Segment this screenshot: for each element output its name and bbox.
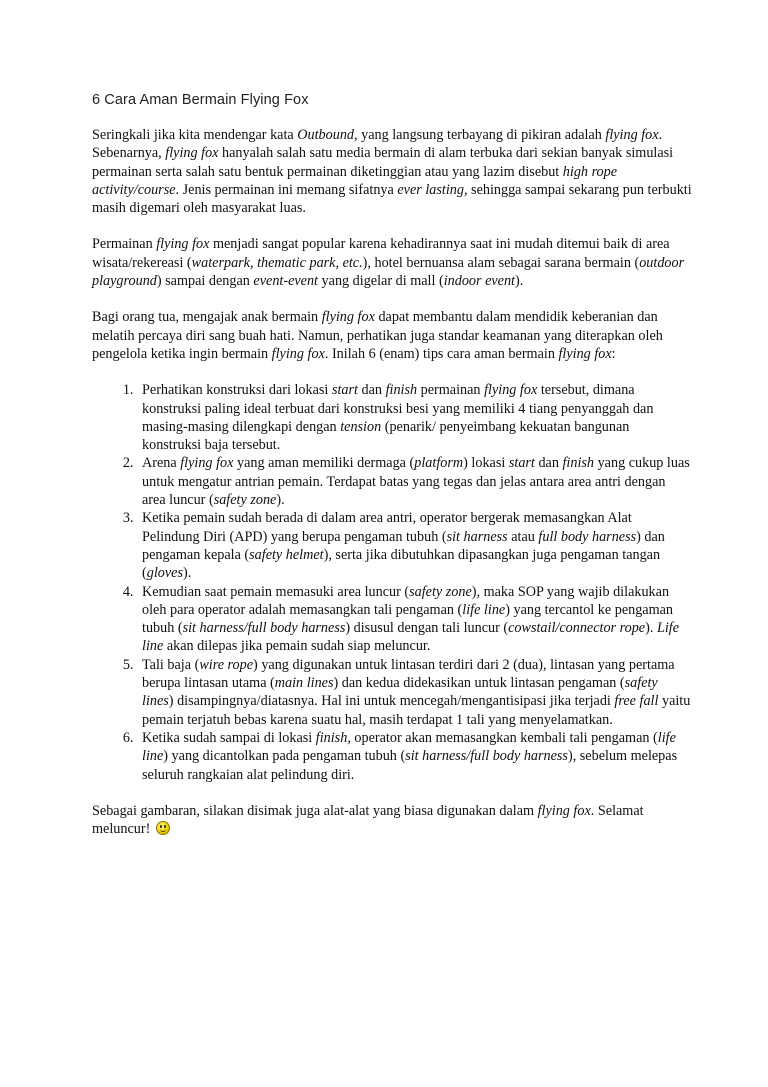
paragraph-intro: Seringkali jika kita mendengar kata Outbound, yang langsung terbayang di pikiran adalah flying fox. Sebenarnya, flying fox hanyalah salah satu media bermain di alam terbuka dari sekian banyak simulasi permainan serta salah satu bentuk permainan diketinggian atau yang lazim disebut high rope activity/course. Jenis permainan ini memang sifatnya ever lasting, sehingga sampai sekarang pun terbukti masih digemari oleh masyarakat luas. [92,127,692,217]
list-item: 3. Ketika pemain sudah berada di dalam area antri, operator bergerak memasangkan Alat Pelindung Diri (APD) yang berupa pengaman tubuh (sit harness atau full body harness) dan pengaman kepala (safety helmet), serta jika dibutuhkan dipasangkan juga pengaman tangan (gloves). [137,509,692,582]
list-item: 4. Kemudian saat pemain memasuki area luncur (safety zone), maka SOP yang wajib dilakukan oleh para operator adalah memasangkan tali pengaman (life line) yang tercantol ke pengaman tubuh (sit harness/full body harness) disusul dengan tali luncur (cowstail/connector rope). Life line akan dilepas jika pemain sudah siap meluncur. [137,583,692,656]
document-title: 6 Cara Aman Bermain Flying Fox [92,92,309,108]
list-item: 6. Ketika sudah sampai di lokasi finish, operator akan memasangkan kembali tali pengaman (life line) yang dicantolkan pada pengaman tubuh (sit harness/full body harness), sebelum melepas seluruh rangkaian alat pelindung diri. [137,729,692,784]
smiley-face-icon [156,821,170,835]
list-item: 1. Perhatikan konstruksi dari lokasi start dan finish permainan flying fox tersebut, dimana konstruksi paling ideal terbuat dari konstruksi besi yang memiliki 4 tiang penyanggah dan masing-masing dilengkapi dengan tension (penarik/ penyeimbang kekuatan bangunan konstruksi baja tersebut. [137,381,692,454]
list-item: 5. Tali baja (wire rope) yang digunakan untuk lintasan terdiri dari 2 (dua), lintasan yang pertama berupa lintasan utama (main lines) dan kedua didekasikan untuk lintasan pengaman (safety lines) disampingnya/diatasnya. Hal ini untuk mencegah/mengantisipasi jika terjadi free fall yaitu pemain terjatuh bebas karena suatu hal, masih terdapat 1 tali yang menyelamatkan. [137,656,692,729]
paragraph-parents: Bagi orang tua, mengajak anak bermain flying fox dapat membantu dalam mendidik keberanian dan melatih percaya diri sang buah hati. Namun, perhatikan juga standar keamanan yang diterapkan oleh pengelola ketika ingin bermain flying fox. Inilah 6 (enam) tips cara aman bermain flying fox: [92,309,663,362]
paragraph-popular: Permainan flying fox menjadi sangat popular karena kehadirannya saat ini mudah ditemui baik di area wisata/rekereasi (waterpark, thematic park, etc.), hotel bernuansa alam sebagai sarana bermain (outdoor playground) sampai dengan event-event yang digelar di mall (indoor event). [92,236,685,290]
tips-list [92,381,692,784]
document-page [92,92,692,856]
list-item: 2. Arena flying fox yang aman memiliki dermaga (platform) lokasi start dan finish yang cukup luas untuk mengatur antrian pemain. Terdapat batas yang tegas dan jelas antara area antri dengan area luncur (safety zone). [137,454,692,509]
paragraph-closing: Sebagai gambaran, silakan disimak juga alat-alat yang biasa digunakan dalam flying fox. Selamat meluncur! [92,802,644,838]
